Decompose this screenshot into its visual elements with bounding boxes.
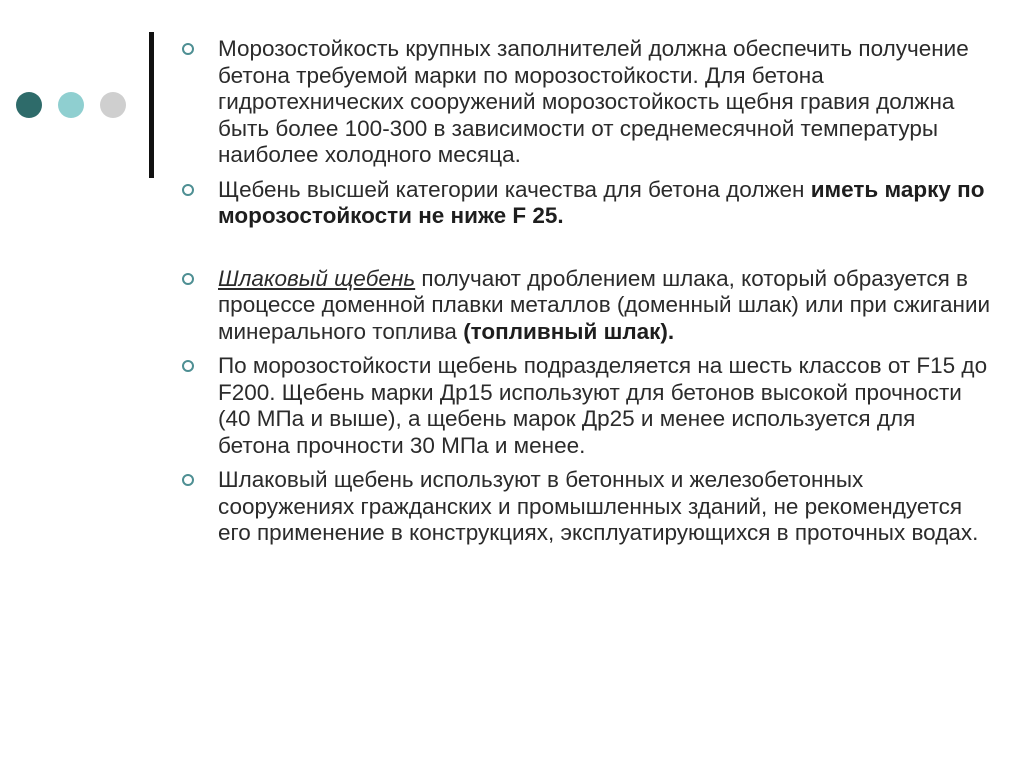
bullet-ring-icon — [182, 184, 194, 196]
list-item — [182, 266, 992, 346]
bullet-ring-icon — [182, 360, 194, 372]
vertical-divider — [149, 32, 154, 178]
decorative-dots — [16, 92, 126, 118]
bullet-text: Шлаковый щебень используют в бетонных и железобетонных сооружениях гражданских и промышленных зданий, не рекомендуется его применение в конструкциях, эксплуатирующихся в проточных водах. — [218, 467, 979, 545]
bullet-bold-text: иметь марку по морозостойкости не ниже F 25. — [218, 176, 985, 228]
list-item — [182, 353, 992, 459]
list-item — [182, 467, 992, 547]
list-item — [182, 177, 992, 230]
bullet-bold-text: (топливный шлак). — [463, 318, 675, 344]
bullet-text: Морозостойкость крупных заполнителей должна обеспечить получение бетона требуемой марки по морозостойкости. Для бетона гидротехнических сооружений морозостойкость щебня гравия должна быть более 100-300 в зависимости от среднемесячной температуры наиболее холодного месяца. — [218, 36, 969, 167]
dark-teal-dot-icon — [16, 92, 42, 118]
bullet-emphasis-text: Шлаковый щебень — [218, 265, 416, 291]
bullet-ring-icon — [182, 273, 194, 285]
bullet-list — [182, 36, 992, 547]
bullet-text: По морозостойкости щебень подразделяется на шесть классов от F15 до F200. Щебень марки Др15 используют для бетонов высокой прочности (40 МПа и выше), а щебень марок Др25 и менее используется для бетона прочности 30 МПа и менее. — [218, 353, 988, 458]
bullet-ring-icon — [182, 43, 194, 55]
bullet-ring-icon — [182, 474, 194, 486]
gray-dot-icon — [100, 92, 126, 118]
bullet-text: получают дроблением шлака, который образуется в процессе доменной плавки металлов (доменный шлак) или при сжигании минерального топлива — [218, 265, 991, 344]
list-item — [182, 36, 992, 169]
bullet-text: Щебень высшей категории качества для бетона должен — [218, 176, 811, 202]
light-teal-dot-icon — [58, 92, 84, 118]
